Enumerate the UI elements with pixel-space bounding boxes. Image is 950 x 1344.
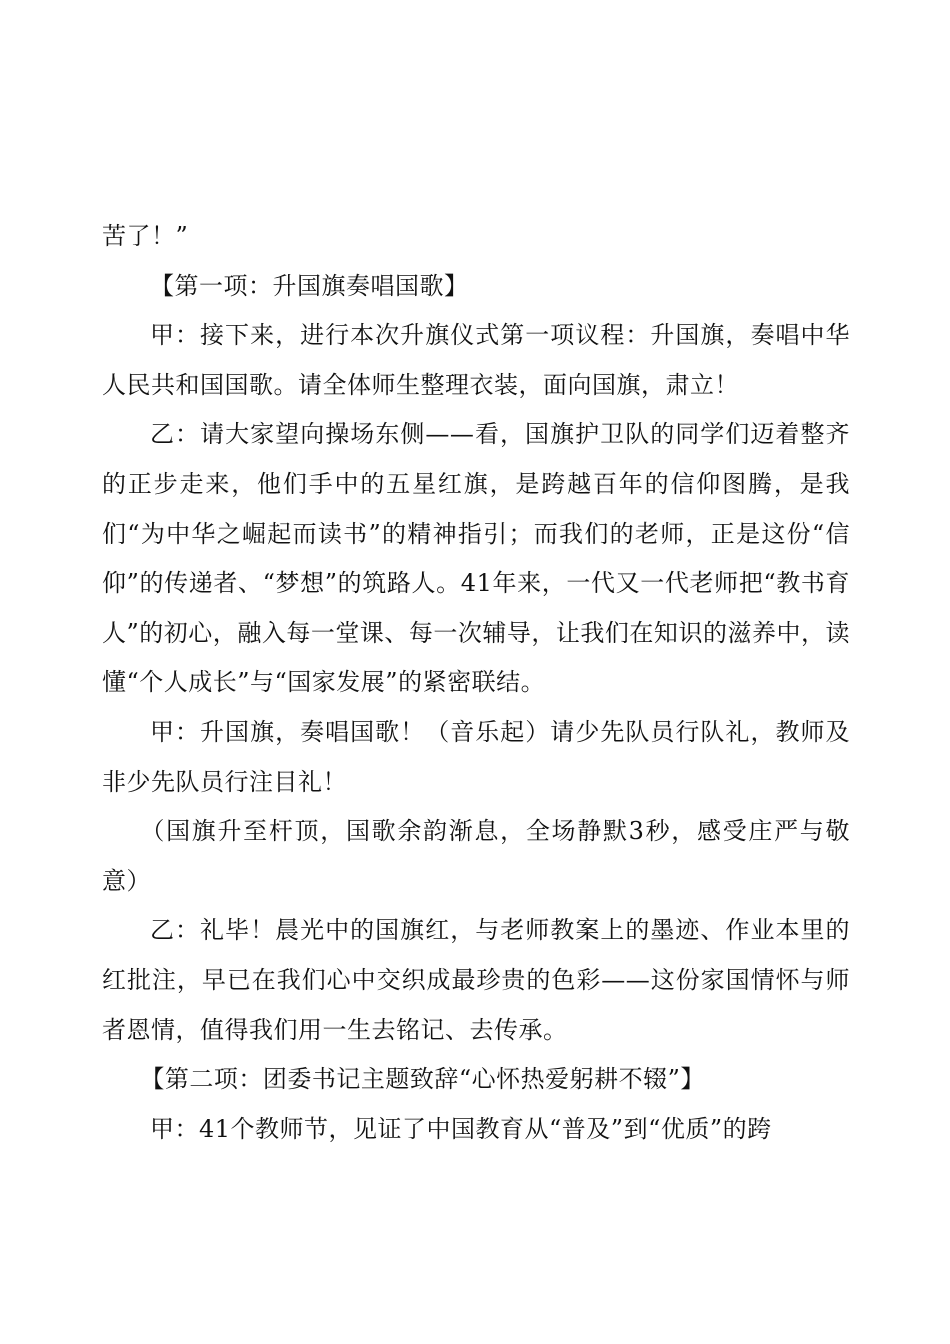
section-heading-first-item: 【第一项：升国旗奏唱国歌】 [150,271,469,300]
paragraph-host-b-salute: 乙：礼毕！晨光中的国旗红，与老师教案上的墨迹、作业本里的红批注，早已在我们心中交织成最珍贵的色彩——这份家国情怀与师者恩情，值得我们用一生去铭记、去传承。 [102,916,850,1044]
document-body [102,212,850,1154]
paragraph-host-a-anthem: 甲：升国旗，奏唱国歌！（音乐起）请少先队员行队礼，教师及非少先队员行注目礼！ [102,717,850,796]
stage-direction: （国旗升至杆顶，国歌余韵渐息，全场静默3秒，感受庄严与敬意） [102,817,850,895]
paragraph-host-a-opening: 甲：接下来，进行本次升旗仪式第一项议程：升国旗，奏唱中华人民共和国国歌。请全体师生整理衣装，面向国旗，肃立！ [102,321,850,399]
section-heading-second-item: 【第二项：团委书记主题致辞“心怀热爱躬耕不辍”】 [140,1065,705,1094]
paragraph-continuation: 苦了！” [102,222,189,250]
paragraph-host-b-flag-guard: 乙：请大家望向操场东侧——看，国旗护卫队的同学们迈着整齐的正步走来，他们手中的五星红旗，是跨越百年的信仰图腾，是我们“为中华之崛起而读书”的精神指引；而我们的老师，正是这份“信仰”的传递者、“梦想”的筑路人。41年来，一代又一代老师把“教书育人”的初心，融入每一堂课、每一次辅导，让我们在知识的滋养中，读懂“个人成长”与“国家发展”的紧密联结。 [102,420,850,697]
paragraph-host-a-teachers-day: 甲：41个教师节，见证了中国教育从“普及”到“优质”的跨 [150,1114,772,1143]
